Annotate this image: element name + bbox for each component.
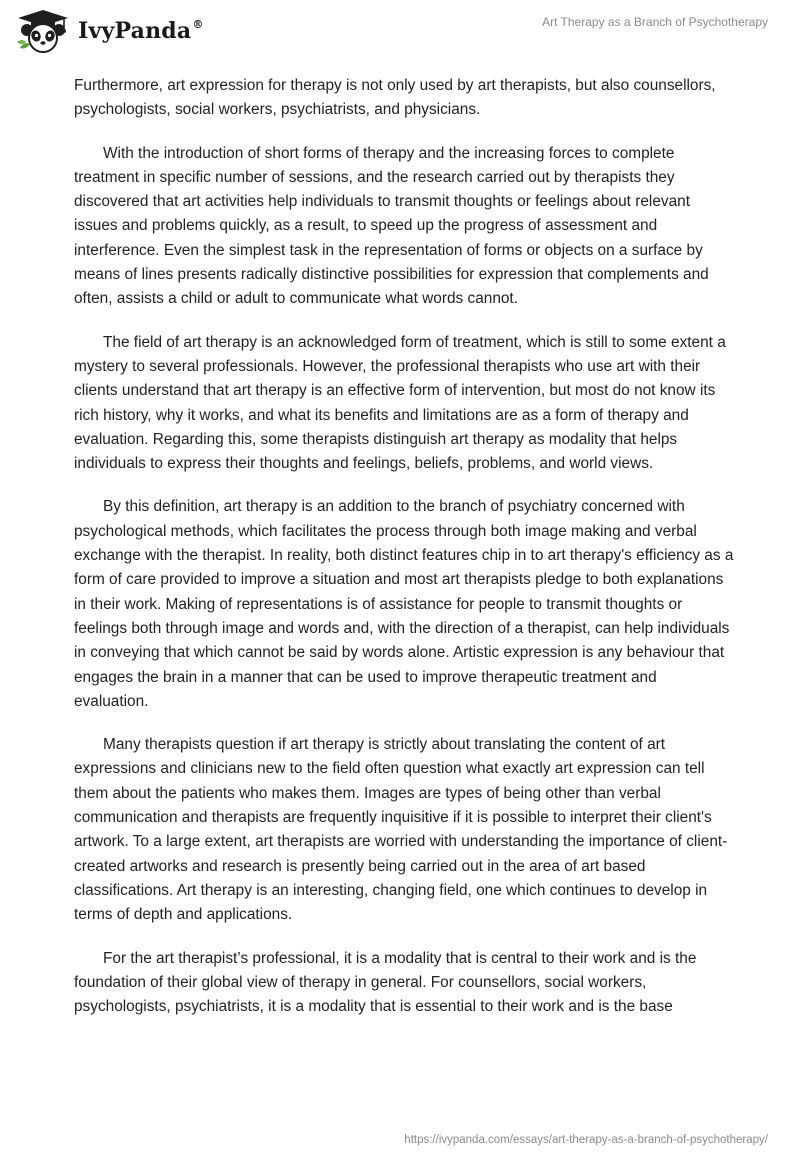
paragraph-5: Many therapists question if art therapy is strictly about translating the content of art expressions and clinicians new to the field often question what exactly art expression can tell them about the patients who makes them. Images are types of being other than verbal communication and therapists are frequently inquisitive if it is possible to interpret their client's artwork. To a large extent, art therapists are worried with understanding the importance of client-created artworks and research is presently being carried out in the area of art based classifications. Art therapy is an interesting, changing field, one which continues to develop in terms of depth and applications. — [74, 736, 728, 924]
source-url[interactable]: https://ivypanda.com/essays/art-therapy-as-a-branch-of-psychotherapy/ — [404, 1134, 768, 1146]
brand-name: IvyPanda® — [78, 18, 204, 44]
essay-body — [74, 74, 734, 1038]
panda-graduate-icon — [14, 8, 72, 54]
paragraph-2: With the introduction of short forms of therapy and the increasing forces to complete treatment in specific number of sessions, and the research carried out by therapists they discovered that art activities help individuals to transmit thoughts or feelings about relevant issues and problems quickly, as a result, to speed up the progress of assessment and interference. Even the simplest task in the representation of forms or objects on a surface by means of lines presents radically distinctive possibilities for expression that complements and often, assists a child or adult to communicate what words cannot. — [74, 144, 709, 308]
brand-logo[interactable] — [14, 8, 204, 54]
paragraph-1: Furthermore, art expression for therapy is not only used by art therapists, but also counsellors, psychologists, social workers, psychiatrists, and physicians. — [74, 77, 716, 119]
page-header — [0, 0, 800, 62]
paragraph-6: For the art therapist’s professional, it is a modality that is central to their work and is the foundation of their global view of therapy in general. For counsellors, social workers, psychologists, psychiatrists, it is a modality that is essential to their work and is the base — [74, 949, 697, 1016]
document-title: Art Therapy as a Branch of Psychotherapy — [542, 15, 768, 29]
paragraph-4: By this definition, art therapy is an addition to the branch of psychiatry concerned with psychological methods, which facilitates the process through both image making and verbal exchange with the therapist. In reality, both distinct features chip in to art therapy's efficiency as a form of care provided to improve a situation and most art therapists pledge to both explanations in their work. Making of representations is of assistance for people to transmit thoughts or feelings both through image and words and, with the direction of a therapist, can help individuals in conveying that which cannot be said by words alone. Artistic expression is any behaviour that engages the brain in a manner that can be used to improve therapeutic treatment and evaluation. — [74, 498, 734, 710]
paragraph-3: The field of art therapy is an acknowledged form of treatment, which is still to some extent a mystery to several professionals. However, the professional therapists who use art with their clients understand that art therapy is an effective form of intervention, but most do not know its rich history, why it works, and what its benefits and limitations are as a form of therapy and evaluation. Regarding this, some therapists distinguish art therapy as modality that helps individuals to express their thoughts and feelings, beliefs, problems, and world views. — [74, 333, 726, 473]
